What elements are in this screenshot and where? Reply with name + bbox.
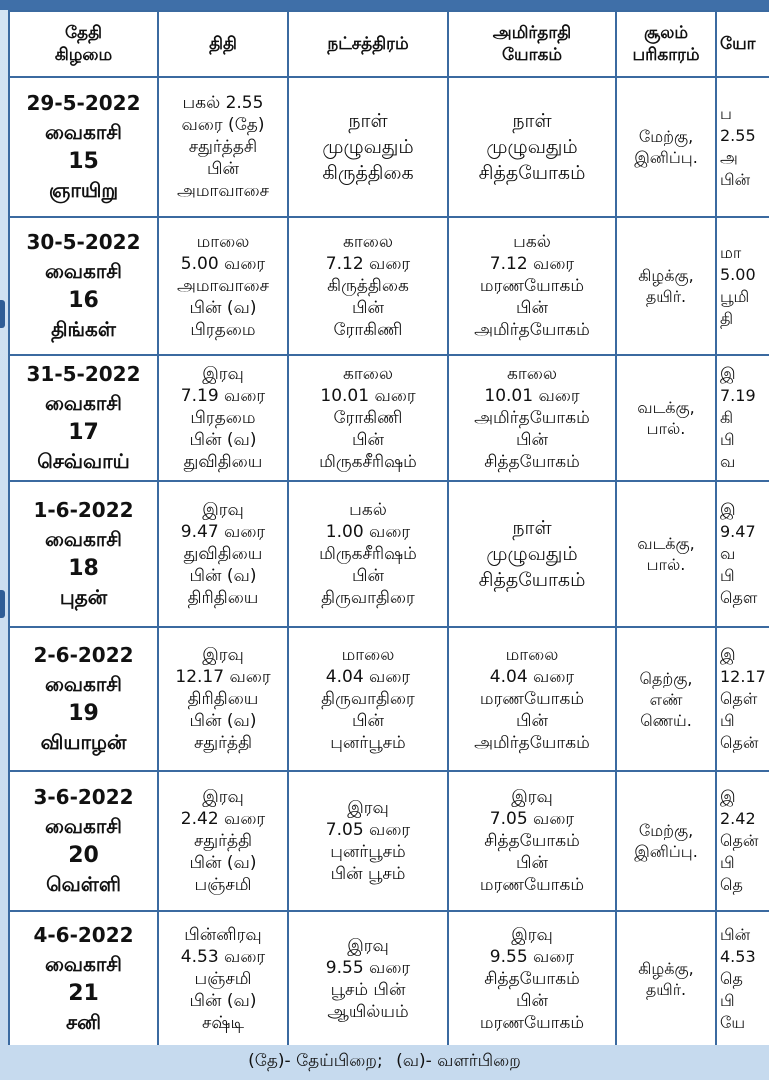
top-border-strip	[0, 0, 769, 10]
left-edge-marker	[0, 300, 5, 328]
tamil-month: வைகாசி	[45, 672, 122, 696]
weekday: திங்கள்	[51, 317, 116, 341]
yogam-extra-cell: இ 7.19 கி பி வ	[716, 355, 769, 481]
date-cell	[9, 481, 158, 627]
weekday: வெள்ளி	[46, 872, 121, 896]
yogam-extra-cell: இ 2.42 தென் பி தெ	[716, 771, 769, 911]
table-header-row	[9, 11, 769, 77]
header-thithi: திதி	[158, 11, 288, 77]
yogam-cell: காலை 10.01 வரை அமிர்தயோகம் பின் சித்தயோகம்	[448, 355, 616, 481]
tamil-day-number: 15	[68, 149, 99, 174]
thithi-cell: மாலை 5.00 வரை அமாவாசை பின் (வ) பிரதமை	[158, 217, 288, 355]
thithi-cell: பகல் 2.55 வரை (தே) சதுர்த்தசி பின் அமாவாசை	[158, 77, 288, 217]
nakshatra-cell: இரவு 7.05 வரை புனர்பூசம் பின் பூசம்	[288, 771, 448, 911]
tamil-day-number: 17	[68, 420, 99, 445]
left-edge-marker	[0, 590, 5, 618]
date-cell	[9, 771, 158, 911]
weekday: செவ்வாய்	[37, 449, 130, 473]
date-cell	[9, 627, 158, 771]
yogam-cell: பகல் 7.12 வரை மரணயோகம் பின் அமிர்தயோகம்	[448, 217, 616, 355]
table-row	[9, 217, 769, 355]
yogam-cell: இரவு 9.55 வரை சித்தயோகம் பின் மரணயோகம்	[448, 911, 616, 1045]
header-date-weekday: தேதி கிழமை	[9, 11, 158, 77]
thithi-cell: பின்னிரவு 4.53 வரை பஞ்சமி பின் (வ) சஷ்டி	[158, 911, 288, 1045]
legend-footer	[0, 1045, 769, 1080]
calendar-table-container	[8, 10, 769, 1045]
date-cell	[9, 77, 158, 217]
table-row	[9, 771, 769, 911]
tamil-day-number: 21	[68, 981, 99, 1006]
yogam-extra-cell: இ 9.47 வ பி தெள	[716, 481, 769, 627]
gregorian-date: 30-5-2022	[26, 230, 141, 254]
sulam-cell: கிழக்கு, தயிர்.	[616, 911, 716, 1045]
weekday: வியாழன்	[40, 730, 127, 754]
date-cell	[9, 911, 158, 1045]
gregorian-date: 29-5-2022	[26, 91, 141, 115]
nakshatra-cell: நாள் முழுவதும் கிருத்திகை	[288, 77, 448, 217]
header-nakshatra: நட்சத்திரம்	[288, 11, 448, 77]
legend-waxing: (வ)- வளர்பிறை	[396, 1051, 521, 1071]
thithi-cell: இரவு 2.42 வரை சதுர்த்தி பின் (வ) பஞ்சமி	[158, 771, 288, 911]
header-yogam-cut: யோ	[716, 11, 769, 77]
yogam-cell: மாலை 4.04 வரை மரணயோகம் பின் அமிர்தயோகம்	[448, 627, 616, 771]
table-row	[9, 77, 769, 217]
tamil-month: வைகாசி	[45, 814, 122, 838]
tamil-month: வைகாசி	[45, 259, 122, 283]
yogam-cell: இரவு 7.05 வரை சித்தயோகம் பின் மரணயோகம்	[448, 771, 616, 911]
nakshatra-cell: இரவு 9.55 வரை பூசம் பின் ஆயில்யம்	[288, 911, 448, 1045]
yogam-extra-cell: பின் 4.53 தெ பி யே	[716, 911, 769, 1045]
weekday: சனி	[66, 1010, 101, 1034]
table-row	[9, 481, 769, 627]
date-cell	[9, 355, 158, 481]
yogam-cell: நாள் முழுவதும் சித்தயோகம்	[448, 77, 616, 217]
sulam-cell: மேற்கு, இனிப்பு.	[616, 771, 716, 911]
gregorian-date: 3-6-2022	[33, 785, 134, 809]
sulam-cell: வடக்கு, பால்.	[616, 481, 716, 627]
tamil-day-number: 19	[68, 701, 99, 726]
nakshatra-cell: காலை 10.01 வரை ரோகிணி பின் மிருகசீரிஷம்	[288, 355, 448, 481]
sulam-cell: மேற்கு, இனிப்பு.	[616, 77, 716, 217]
gregorian-date: 1-6-2022	[33, 498, 134, 522]
nakshatra-cell: காலை 7.12 வரை கிருத்திகை பின் ரோகிணி	[288, 217, 448, 355]
nakshatra-cell: மாலை 4.04 வரை திருவாதிரை பின் புனர்பூசம்	[288, 627, 448, 771]
sulam-cell: கிழக்கு, தயிர்.	[616, 217, 716, 355]
tamil-month: வைகாசி	[45, 527, 122, 551]
nakshatra-cell: பகல் 1.00 வரை மிருகசீரிஷம் பின் திருவாதிரை	[288, 481, 448, 627]
gregorian-date: 4-6-2022	[33, 923, 134, 947]
legend-waning: (தே)- தேய்பிறை;	[248, 1051, 383, 1071]
tamil-month: வைகாசி	[45, 952, 122, 976]
thithi-cell: இரவு 9.47 வரை துவிதியை பின் (வ) திரிதியை	[158, 481, 288, 627]
weekday: புதன்	[59, 585, 108, 609]
table-row	[9, 355, 769, 481]
header-amirthathi-yogam: அமிர்தாதி யோகம்	[448, 11, 616, 77]
weekday: ஞாயிறு	[48, 178, 119, 202]
yogam-extra-cell: மா 5.00 பூமி தி	[716, 217, 769, 355]
tamil-month: வைகாசி	[45, 391, 122, 415]
table-row	[9, 627, 769, 771]
tamil-day-number: 20	[68, 843, 99, 868]
gregorian-date: 2-6-2022	[33, 643, 134, 667]
gregorian-date: 31-5-2022	[26, 362, 141, 386]
panchangam-table	[8, 10, 769, 1045]
header-sulam-parikaram: சூலம் பரிகாரம்	[616, 11, 716, 77]
thithi-cell: இரவு 12.17 வரை திரிதியை பின் (வ) சதுர்த்தி	[158, 627, 288, 771]
yogam-cell: நாள் முழுவதும் சித்தயோகம்	[448, 481, 616, 627]
yogam-extra-cell: இ 12.17 தெள் பி தென்	[716, 627, 769, 771]
tamil-day-number: 18	[68, 556, 99, 581]
tamil-month: வைகாசி	[45, 120, 122, 144]
sulam-cell: தெற்கு, எண் ணெய்.	[616, 627, 716, 771]
yogam-extra-cell: ப 2.55 அ பின்	[716, 77, 769, 217]
tamil-day-number: 16	[68, 288, 99, 313]
sulam-cell: வடக்கு, பால்.	[616, 355, 716, 481]
table-row	[9, 911, 769, 1045]
thithi-cell: இரவு 7.19 வரை பிரதமை பின் (வ) துவிதியை	[158, 355, 288, 481]
date-cell	[9, 217, 158, 355]
